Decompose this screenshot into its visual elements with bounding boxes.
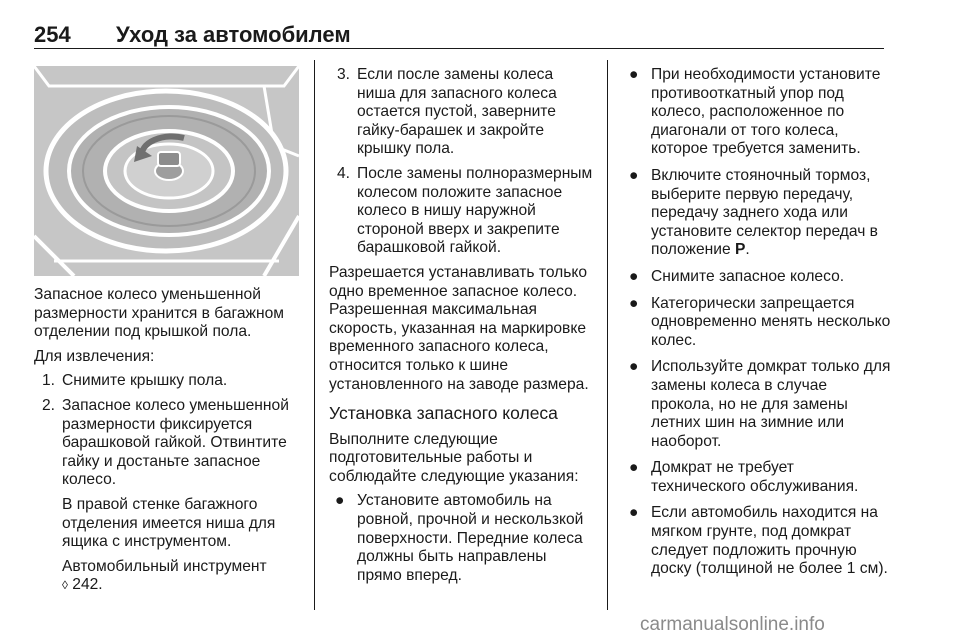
list-number: 2. [42, 396, 56, 414]
watermark: carmanualsonline.info [640, 614, 825, 635]
list-text: Используйте домкрат только для замены колеса в случае прокола, но не для замены летних шин на зимние или наоборот. [651, 358, 891, 450]
column-divider [314, 60, 315, 610]
list-text: Снимите запасное колесо. [651, 267, 845, 285]
list-item [34, 372, 298, 391]
page-title: Уход за автомобилем [116, 22, 351, 47]
tool-text: Автомобильный инструмент [62, 557, 267, 575]
bullet-icon: ● [629, 358, 639, 376]
section-heading: Установка запасного колеса [329, 403, 558, 424]
list-text: Категорически запрещается одновременно менять несколько колес. [651, 294, 891, 349]
column-3 [623, 66, 891, 587]
list-text: Если после замены колеса ниша для запасного колеса остается пустой, заверните гайку-барашек и закройте крышку пола. [357, 66, 557, 158]
tool-paragraph [34, 558, 298, 595]
list-number: 3. [337, 66, 351, 83]
list-text: После замены полноразмерным колесом положите запасное колесо в нишу наружной стороной вверх и закрепите барашковой гайкой. [357, 164, 593, 257]
list-text: Включите стояночный тормоз, выберите первую передачу, передачу заднего хода или установите селектор передач в положение [651, 166, 878, 259]
list-item [623, 459, 891, 496]
list-text: Домкрат не требует технического обслуживания. [651, 459, 859, 495]
gear-dot: . [745, 241, 750, 259]
list-item [623, 66, 891, 159]
column-1 [34, 286, 298, 601]
list-item [623, 167, 891, 260]
list-item [34, 397, 298, 490]
gear-position-p: P [735, 241, 746, 259]
list-text: Установите автомобиль на ровной, прочной и нескользкой поверхности. Передние колеса должны быть направлены прямо вперед. [357, 492, 584, 584]
bullet-icon: ● [629, 504, 639, 522]
list-item [623, 295, 891, 351]
list-item [329, 66, 594, 159]
bullet-icon: ● [629, 459, 639, 477]
reference-arrow-icon: ◊ [62, 578, 68, 593]
list-number: 1. [42, 372, 56, 390]
figure-caption: Запасное колесо уменьшенной размерности хранится в багажном отделении под крышкой пола. [34, 286, 284, 341]
list-item [623, 268, 891, 287]
column-2 [329, 66, 594, 593]
list-item [623, 504, 891, 578]
page-number: 254 [34, 22, 71, 47]
column-divider [607, 60, 608, 610]
list-text: При необходимости установите противооткатный упор под колесо, расположенное по диагонали от того колеса, которое требуется заменить. [651, 66, 881, 158]
bullet-icon: ● [629, 267, 639, 285]
list-text: Если автомобиль находится на мягком грунте, под домкрат следует подложить прочную доску (толщиной не более 1 см). [651, 504, 888, 578]
list-text: Запасное колесо уменьшенной размерности фиксируется барашковой гайкой. Отвинтите гайку и достаньте запасное колесо. [62, 396, 289, 489]
list-text: Снимите крышку пола. [62, 372, 228, 390]
prep-intro: Выполните следующие подготовительные работы и соблюдайте следующие указания: [329, 430, 579, 485]
spare-wheel-illustration [34, 66, 299, 276]
removal-intro: Для извлечения: [34, 347, 155, 365]
header-rule [34, 48, 884, 49]
bullet-icon: ● [629, 166, 639, 184]
list-item [623, 358, 891, 451]
list-item [329, 492, 594, 585]
bullet-icon: ● [629, 66, 639, 83]
niche-paragraph: В правой стенке багажного отделения имеется ниша для ящика с инструментом. [62, 495, 276, 551]
list-item [329, 165, 594, 258]
page-reference-link[interactable]: 242. [72, 576, 103, 594]
bullet-icon: ● [629, 294, 639, 312]
spare-wheel-icon [34, 66, 299, 276]
list-number: 4. [337, 164, 351, 182]
bullet-icon: ● [335, 492, 345, 510]
spare-paragraph: Разрешается устанавливать только одно временное запасное колесо. Разрешенная максимальная скорость, указанная на маркировке временного запасного колеса, относится только к шине установленного на заводе размера. [329, 263, 589, 393]
